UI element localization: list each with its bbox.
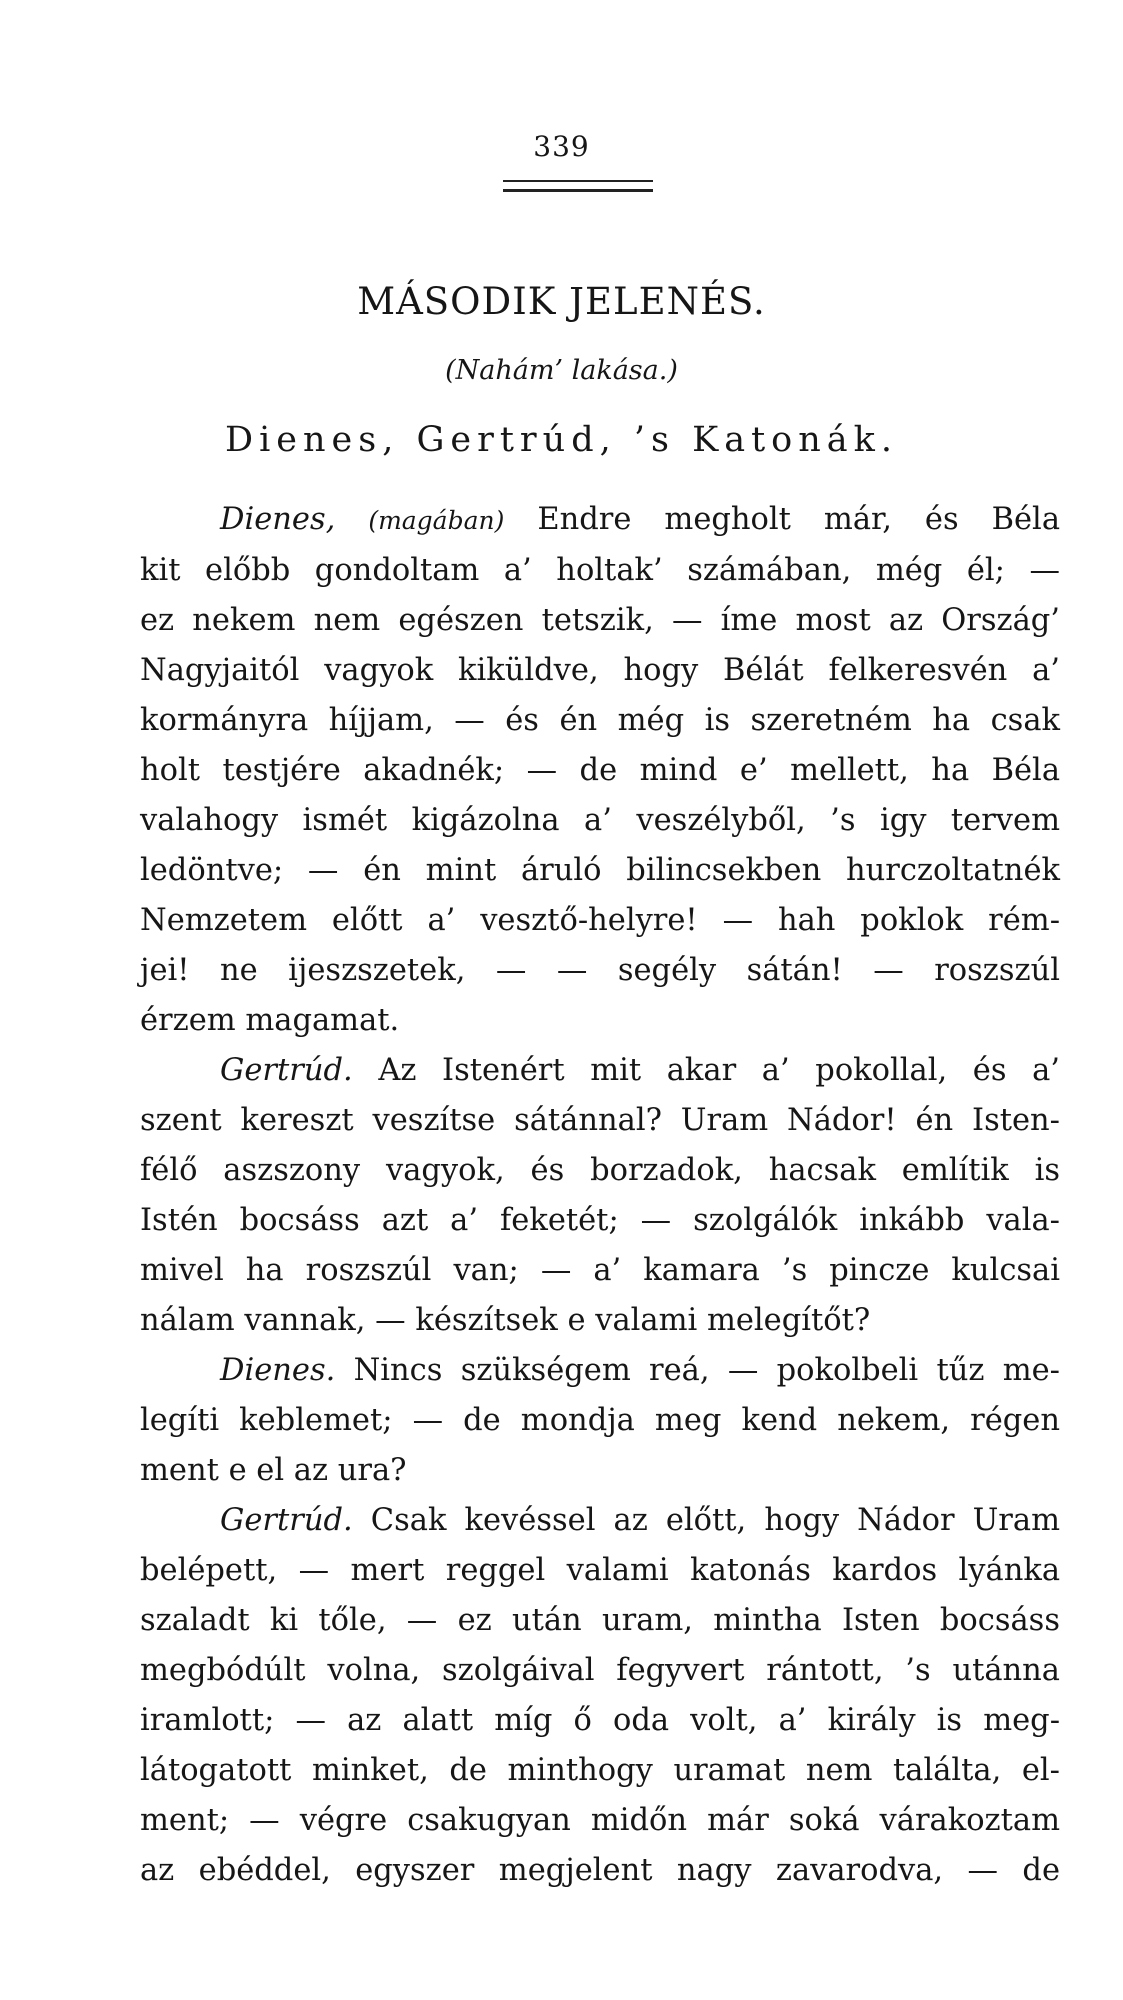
text-line: félő aszszony vagyok, és borzadok, hacsak említik is: [140, 1153, 1060, 1188]
text-line: iramlott; — az alatt míg ő oda volt, a’ király is meg-: [140, 1703, 1060, 1738]
scene-location: (Nahám’ lakása.): [445, 355, 678, 386]
text-line: az ebéddel, egyszer megjelent nagy zavarodva, — de: [140, 1853, 1060, 1888]
text-line: holt testjére akadnék; — de mind e’ mellett, ha Béla: [140, 753, 1060, 788]
page-number: 339: [533, 130, 590, 163]
text-line: szaladt ki tőle, — ez után uram, mintha Isten bocsáss: [140, 1603, 1060, 1638]
speaker-name: Dienes.: [220, 1353, 336, 1388]
text-line: kit előbb gondoltam a’ holtak’ számában, még él; —: [140, 553, 1060, 588]
text-line: ment; — végre csakugyan midőn már soká várakoztam: [140, 1803, 1060, 1838]
speaker-name: Gertrúd.: [220, 1503, 353, 1538]
scene-title: MÁSODIK JELENÉS.: [357, 280, 766, 323]
text-line: [140, 1346, 1060, 1396]
line-text: Nincs szükségem reá, — pokolbeli tűz me-: [335, 1353, 1060, 1388]
text-line: mivel ha roszszúl van; — a’ kamara ’s pincze kulcsai: [140, 1253, 1060, 1288]
double-rule-divider: [503, 180, 653, 192]
text-line: jei! ne ijeszszetek, — — segély sátán! — roszszúl: [140, 953, 1060, 988]
text-line: [140, 495, 1060, 546]
paragraph: [140, 1346, 1060, 1496]
speaker-name: Gertrúd.: [220, 1053, 353, 1088]
text-line: érzem magamat.: [140, 1003, 400, 1038]
text-line: Nemzetem előtt a’ vesztő-helyre! — hah poklok rém-: [140, 903, 1060, 938]
text-line: ledöntve; — én mint áruló bilincsekben hurczoltatnék: [140, 853, 1060, 888]
text-line: ment e el az ura?: [140, 1453, 407, 1488]
stage-direction: (magában): [368, 506, 505, 535]
text-line: nálam vannak, — készítsek e valami melegítőt?: [140, 1303, 871, 1338]
text-line: szent kereszt veszítse sátánnal? Uram Nádor! én Isten-: [140, 1103, 1060, 1138]
line-text: Csak kevéssel az előtt, hogy Nádor Uram: [352, 1503, 1060, 1538]
text-line: Istén bocsáss azt a’ feketét; — szolgálók inkább vala-: [140, 1203, 1060, 1238]
text-line: megbódúlt volna, szolgáival fegyvert rántott, ’s utánna: [140, 1653, 1060, 1688]
paragraph: [140, 495, 1060, 1046]
text-line: valahogy ismét kigázolna a’ veszélyből, ’s igy tervem: [140, 803, 1060, 838]
line-text: Az Istenért mit akar a’ pokollal, és a’: [352, 1053, 1060, 1088]
characters-list: Dienes, Gertrúd, ’s Katonák.: [225, 420, 898, 460]
text-line: látogatott minket, de minthogy uramat nem találta, el-: [140, 1753, 1060, 1788]
line-text: Endre megholt már, és Béla: [504, 502, 1060, 537]
text-line: ez nekem nem egészen tetszik, — íme most az Ország’: [140, 603, 1060, 638]
text-line: [140, 1496, 1060, 1546]
body-text: [140, 495, 1060, 1896]
text-line: legíti keblemet; — de mondja meg kend nekem, régen: [140, 1403, 1060, 1438]
speaker-name: Dienes,: [220, 502, 336, 537]
text-line: [140, 1046, 1060, 1096]
text-line: Nagyjaitól vagyok kiküldve, hogy Bélát felkeresvén a’: [140, 653, 1060, 688]
text-line: belépett, — mert reggel valami katonás kardos lyánka: [140, 1553, 1060, 1588]
paragraph: [140, 1496, 1060, 1896]
paragraph: [140, 1046, 1060, 1346]
text-line: kormányra híjjam, — és én még is szeretném ha csak: [140, 703, 1060, 738]
